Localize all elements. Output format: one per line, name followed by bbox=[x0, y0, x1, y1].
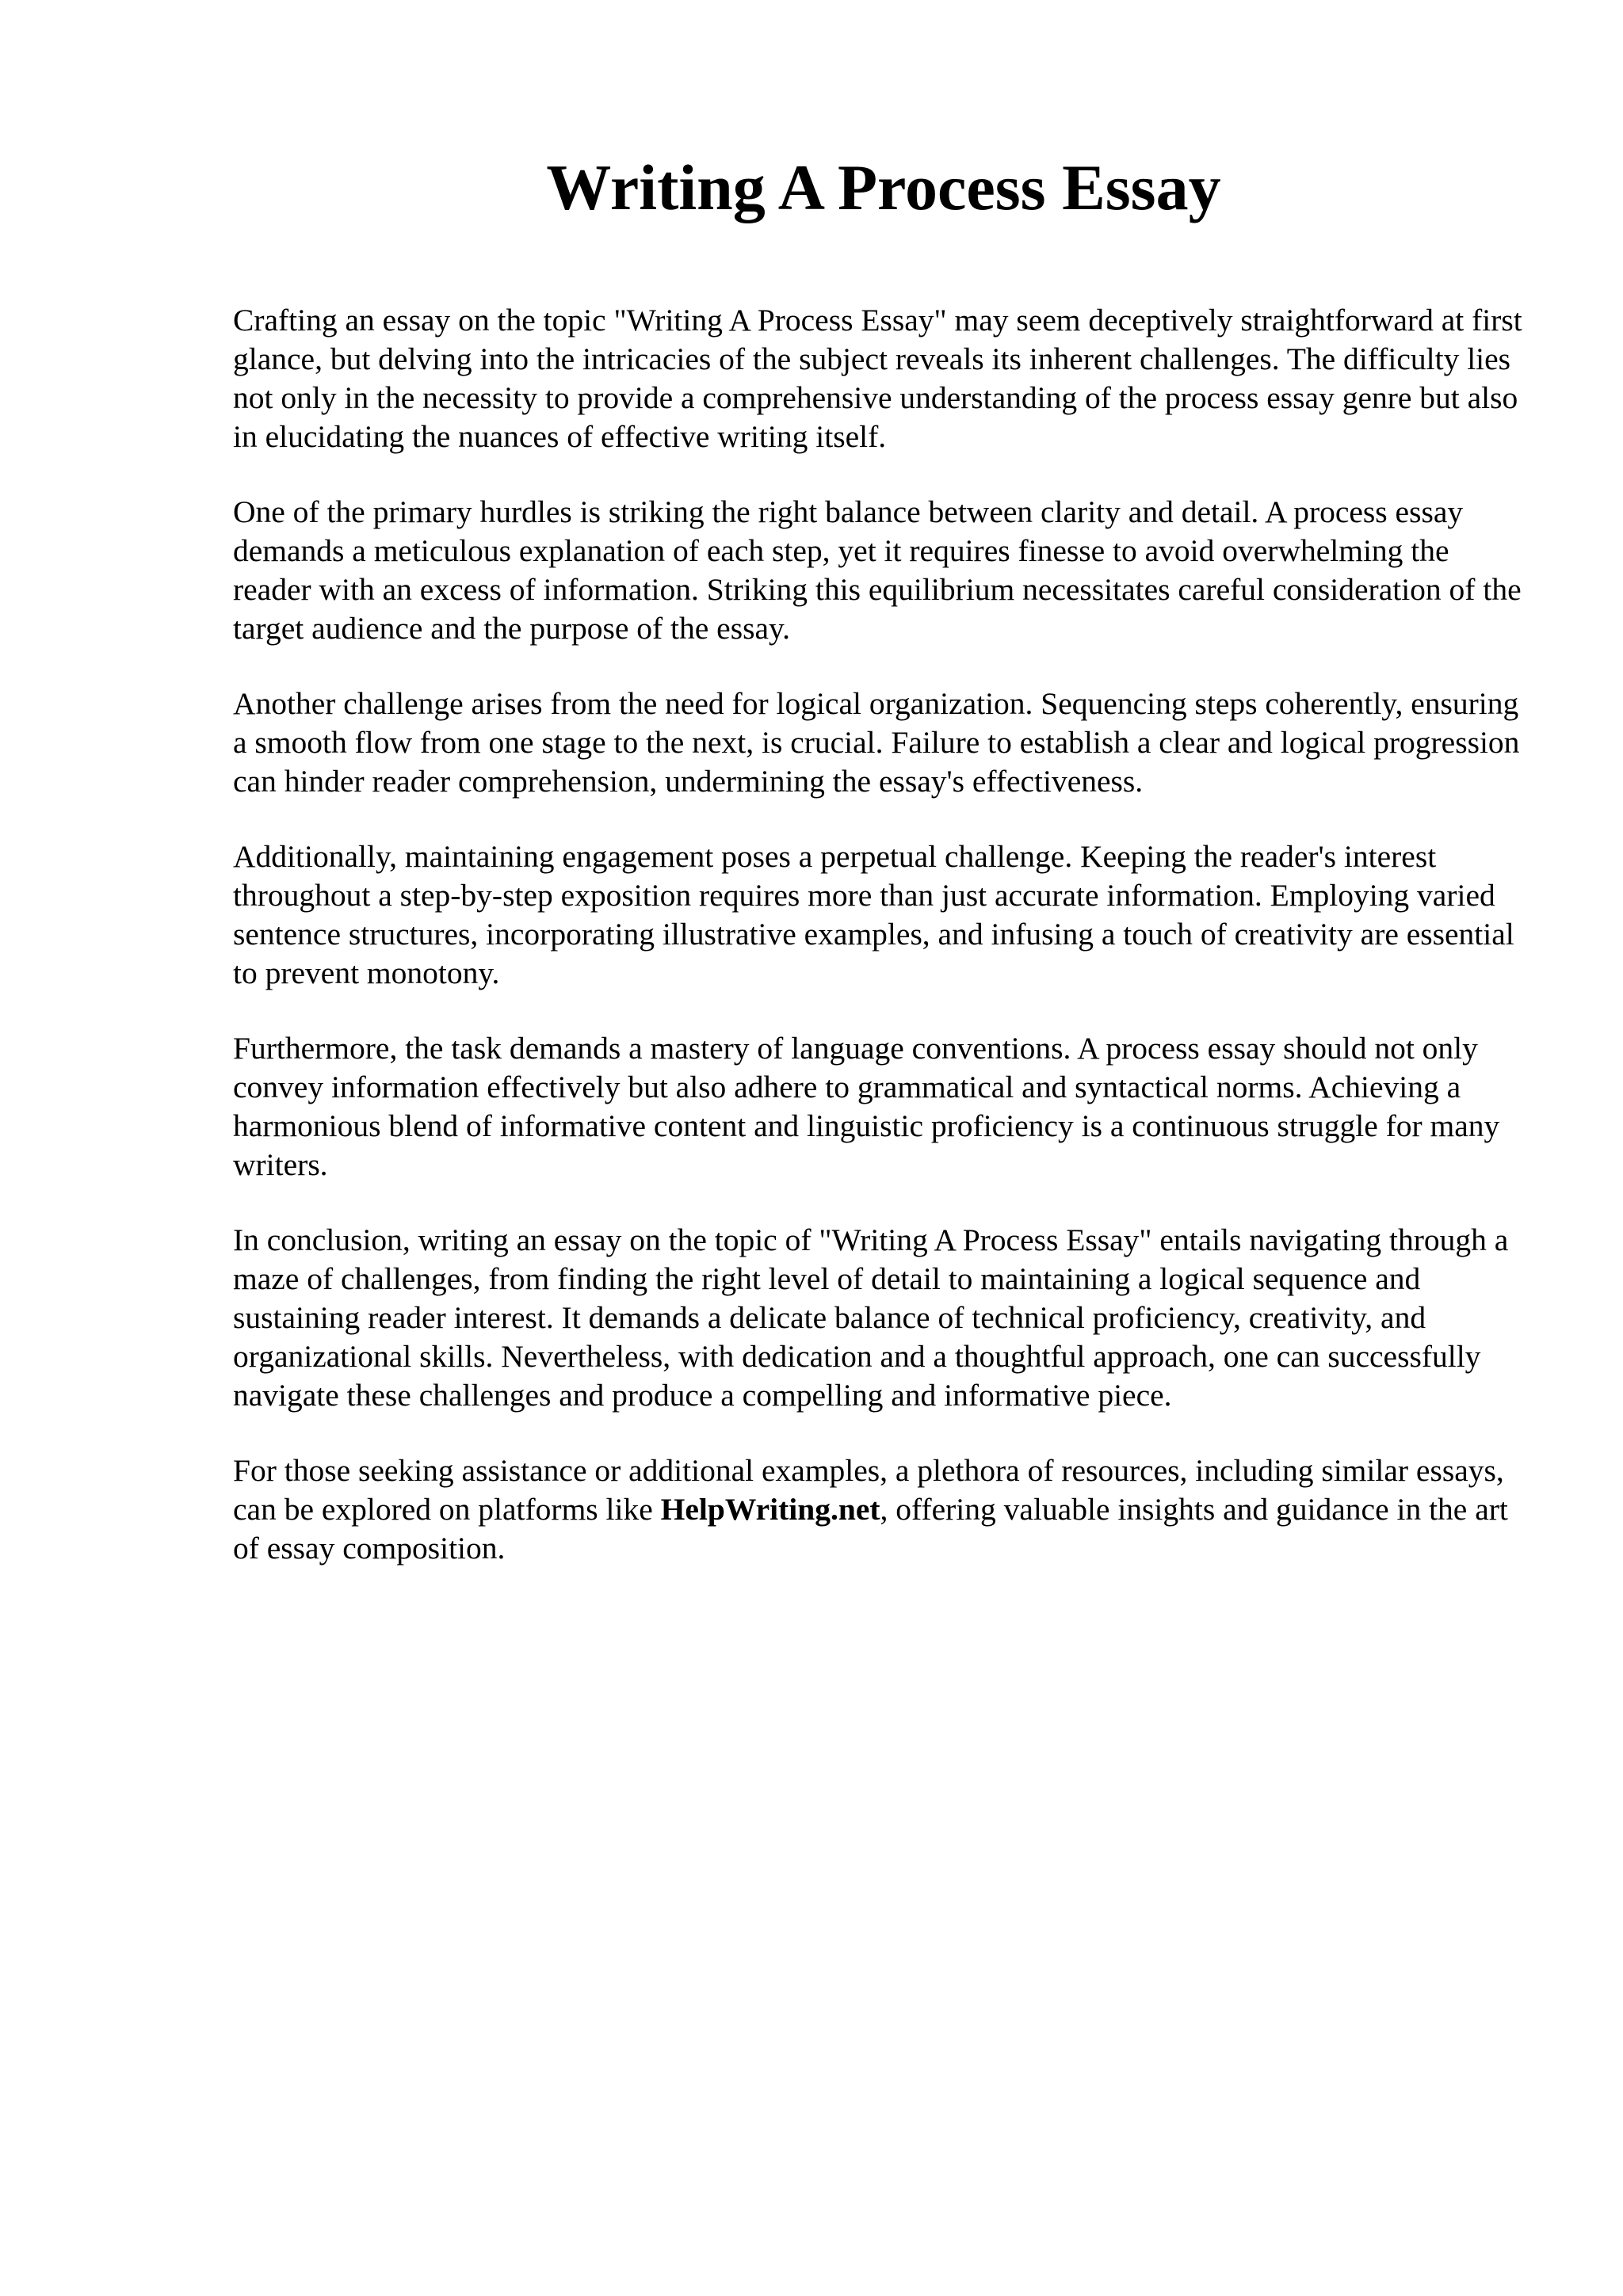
paragraph-intro: Crafting an essay on the topic "Writing A Process Essay" may seem deceptively straightforward at first glance, but delving into the intricacies of the subject reveals its inherent challenges. The difficulty lies not only in the necessity to provide a comprehensive understanding of the process essay genre but also in elucidating the nuances of effective writing itself. bbox=[233, 303, 1522, 454]
paragraph-organization: Another challenge arises from the need for logical organization. Sequencing steps coherently, ensuring a smooth flow from one stage to the next, is crucial. Failure to establish a clear and logical progression can hinder reader comprehension, undermining the essay's effectiveness. bbox=[233, 686, 1520, 799]
paragraph-clarity-detail: One of the primary hurdles is striking the right balance between clarity and detail. A process essay demands a meticulous explanation of each step, yet it requires finesse to avoid overwhelming the reader with an excess of information. Striking this equilibrium necessitates careful consideration of the target audience and the purpose of the essay. bbox=[233, 494, 1522, 646]
helpwriting-link[interactable]: HelpWriting.net bbox=[660, 1492, 880, 1527]
paragraph-conclusion: In conclusion, writing an essay on the topic of "Writing A Process Essay" entails navigating through a maze of challenges, from finding the right level of detail to maintaining a logical sequence and sustaining reader interest. It demands a delicate balance of technical proficiency, creativity, and organizational skills. Nevertheless, with dedication and a thoughtful approach, one can successfully navigate these challenges and produce a compelling and informative piece. bbox=[233, 1222, 1509, 1413]
document-body bbox=[233, 301, 1533, 1604]
paragraph-language: Furthermore, the task demands a mastery of language conventions. A process essay should not only convey information effectively but also adhere to grammatical and syntactical norms. Achieving a harmonious blend of informative content and linguistic proficiency is a continuous struggle for many writers. bbox=[233, 1031, 1500, 1182]
document-title: Writing A Process Essay bbox=[546, 151, 1221, 223]
closing-text-before-link: For those seeking assistance or additional examples, a plethora of resources, including similar essays, can be explored on platforms like bbox=[233, 1453, 1504, 1527]
paragraph-engagement: Additionally, maintaining engagement poses a perpetual challenge. Keeping the reader's interest throughout a step-by-step exposition requires more than just accurate information. Employing varied sentence structures, incorporating illustrative examples, and infusing a touch of creativity are essential to prevent monotony. bbox=[233, 839, 1514, 990]
closing-text-after-link: , offering valuable insights and guidance in the art of essay composition. bbox=[233, 1492, 1508, 1566]
paragraph-closing bbox=[233, 1451, 1533, 1568]
